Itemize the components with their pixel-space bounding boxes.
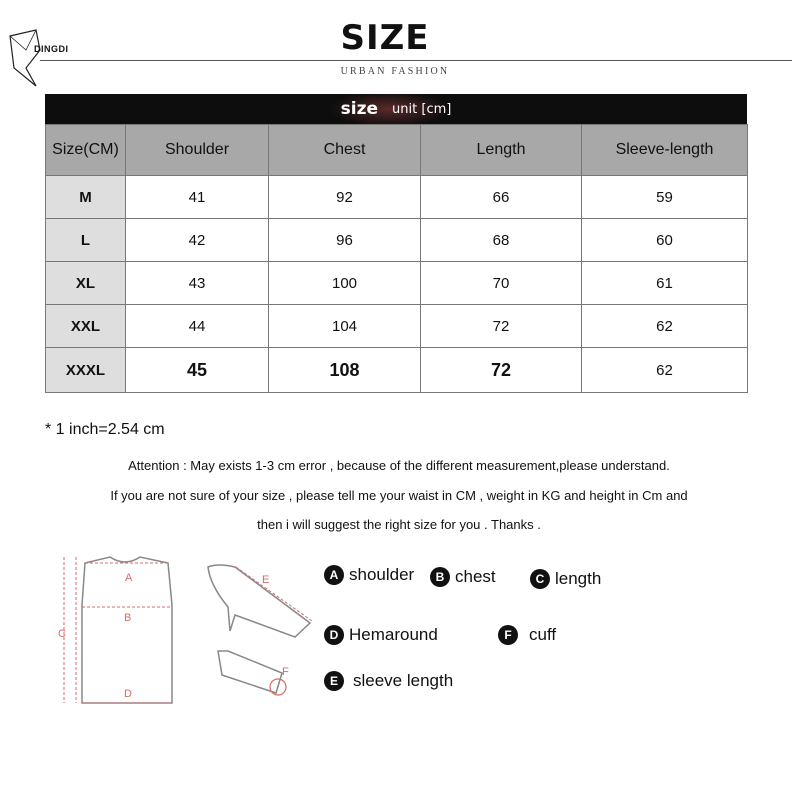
legend-a-icon: A [324,565,344,585]
table-cell: 72 [421,348,582,393]
legend-label: Hemaround [349,625,438,644]
table-cell: 43 [126,262,269,305]
column-header: Shoulder [126,125,269,176]
brand-name: DINGDI [34,44,69,54]
size-label-cell: L [46,219,126,262]
legend-label: chest [455,567,496,586]
diagram-label-e: E [262,574,270,586]
table-cell: 59 [582,176,748,219]
column-header: Chest [269,125,421,176]
table-row [46,262,748,305]
page-title: SIZE [340,18,430,58]
cuff-outline [218,651,282,693]
table-cell: 96 [269,219,421,262]
legend-f-icon: F [498,625,518,645]
legend-label: sleeve length [353,671,454,690]
diagram-label-c: C [58,628,66,640]
measure-lines [64,557,172,703]
size-chart-table [45,124,748,393]
column-header: Size(CM) [46,125,126,176]
column-header: Sleeve-length [582,125,748,176]
table-cell: 66 [421,176,582,219]
table-cell: 62 [582,348,748,393]
table-cell: 70 [421,262,582,305]
measurement-diagram [50,545,330,725]
sleeve-measure-line [236,567,312,621]
table-cell: 61 [582,262,748,305]
table-cell: 100 [269,262,421,305]
size-table-title-bar [45,94,747,124]
table-cell: 108 [269,348,421,393]
table-cell: 42 [126,219,269,262]
diagram-label-f: F [282,666,289,678]
table-cell: 41 [126,176,269,219]
legend-label: length [555,569,602,588]
table-cell: 68 [421,219,582,262]
table-cell: 72 [421,305,582,348]
legend-item-hemaround [324,625,438,645]
diagram-label-a: A [125,572,133,584]
diagram-label-b: B [124,612,132,624]
table-cell: 44 [126,305,269,348]
advice-note-line-1: If you are not sure of your size , please tell me your waist in CM , weight in KG and height in Cm and [110,488,688,503]
header-divider [40,60,792,61]
legend-item-cuff [498,625,556,645]
table-row [46,348,748,393]
legend-e-icon: E [324,671,344,691]
legend-d-icon: D [324,625,344,645]
legend-c-icon: C [530,569,550,589]
legend-item-shoulder [324,565,414,585]
table-cell: 104 [269,305,421,348]
legend-item-chest [430,567,496,587]
size-table-unit: unit [cm] [392,101,452,117]
legend-item-length [530,569,601,589]
advice-note-line-2: then i will suggest the right size for you . Thanks . [257,517,541,532]
legend-label: shoulder [349,565,415,584]
size-label-cell: M [46,176,126,219]
table-row [46,305,748,348]
size-table [45,94,747,393]
column-header: Length [421,125,582,176]
page-subtitle: URBAN FASHION [340,66,450,77]
table-header-row [46,125,748,176]
table-cell: 45 [126,348,269,393]
table-cell: 92 [269,176,421,219]
table-cell: 62 [582,305,748,348]
table-row [46,219,748,262]
size-label-cell: XL [46,262,126,305]
table-cell: 60 [582,219,748,262]
sleeve-outline [208,565,310,637]
size-label-cell: XXL [46,305,126,348]
size-label-cell: XXXL [46,348,126,393]
legend-item-sleeve-length [324,671,453,691]
size-table-title: size [340,99,379,119]
inch-conversion-note: * 1 inch=2.54 cm [45,421,165,438]
table-row [46,176,748,219]
diagram-label-d: D [124,688,132,700]
legend-b-icon: B [430,567,450,587]
legend-label: cuff [529,625,557,644]
attention-note: Attention : May exists 1-3 cm error , because of the different measurement,please understand. [128,458,670,473]
